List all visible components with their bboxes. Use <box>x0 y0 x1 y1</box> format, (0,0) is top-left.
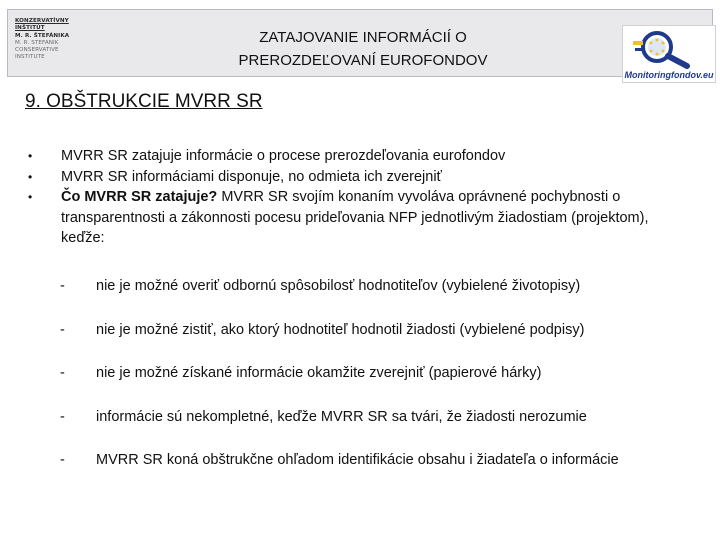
dash-item <box>60 276 700 320</box>
logo-line: INSTITUTE <box>15 54 45 61</box>
dash-list <box>60 276 700 494</box>
logo-line: M. R. STEFANIK <box>15 39 59 46</box>
bullet-text: MVRR SR svojím konaním vyvoláva oprávnené pochybnosti o transparentnosti a zákonnosti pocesu prideľovania NFP jednotlivým žiadostiam (projektom), keďže: <box>61 189 649 246</box>
header-title <box>198 26 528 72</box>
dash-item <box>60 407 700 451</box>
slide-header <box>7 9 714 80</box>
dash-marker: - <box>60 365 65 381</box>
logo-line: CONSERVATIVE <box>15 47 59 54</box>
dash-item <box>60 363 700 407</box>
header-title-line1: ZATAJOVANIE INFORMÁCIÍ O <box>259 29 467 46</box>
dash-text: MVRR SR koná obštrukčne ohľadom identifikácie obsahu i žiadateľa o informácie <box>96 452 619 468</box>
dash-marker: - <box>60 452 65 468</box>
bullet-bold-question: Čo MVRR SR zatajuje? <box>61 189 218 205</box>
bullet-list <box>28 146 688 249</box>
dash-text: nie je možné overiť odbornú spôsobilosť hodnotiteľov (vybielené životopisy) <box>96 278 581 294</box>
logo-line: KONZERVATÍVNY <box>15 18 69 24</box>
logo-line: M. R. ŠTEFÁNIKA <box>15 32 70 39</box>
logo-site-name: Monitoringfondov.eu <box>624 70 714 80</box>
dash-item <box>60 320 700 364</box>
section-title: 9. OBŠTRUKCIE MVRR SR <box>25 91 263 112</box>
dash-text: nie je možné zistiť, ako ktorý hodnotiteľ hodnotil žiadosti (vybielené podpisy) <box>96 321 585 338</box>
header-title-line2: PREROZDEĽOVANÍ EUROFONDOV <box>238 52 488 69</box>
monitoringfondov-logo <box>622 25 716 83</box>
bullet-item <box>28 167 688 188</box>
bullet-icon: • <box>28 190 33 204</box>
dash-marker: - <box>60 408 65 425</box>
bullet-item <box>28 187 688 249</box>
institute-logo <box>15 18 113 80</box>
bullet-item <box>28 146 688 167</box>
bullet-text: MVRR SR informáciami disponuje, no odmieta ich zverejniť <box>61 168 442 185</box>
dash-marker: - <box>60 278 65 294</box>
magnifier-eu-icon <box>627 29 713 69</box>
dash-text: informácie sú nekompletné, keďže MVRR SR sa tvári, že žiadosti nerozumie <box>96 408 587 425</box>
bullet-icon: • <box>28 169 33 184</box>
dash-item <box>60 450 700 494</box>
logo-line: INŠTITÚT <box>15 25 45 32</box>
dash-marker: - <box>60 321 65 338</box>
bullet-icon: • <box>28 149 33 163</box>
dash-text: nie je možné získané informácie okamžite zverejniť (papierové hárky) <box>96 365 542 381</box>
bullet-text: MVRR SR zatajuje informácie o procese prerozdeľovania eurofondov <box>61 148 506 164</box>
